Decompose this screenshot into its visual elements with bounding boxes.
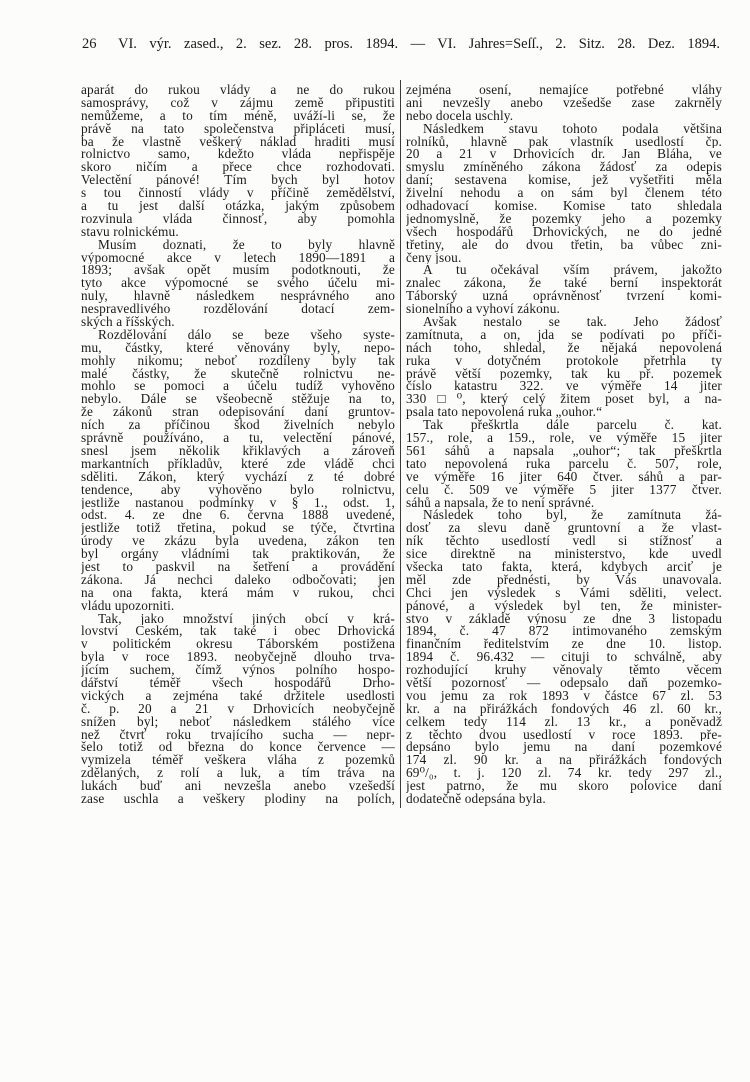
text-line: větší pozornosť — odepsalo daň pozemko- [406, 676, 722, 690]
text-line: právě větší pozemky, tak ku př. pozemek [406, 367, 722, 381]
text-line: z těchto dvou usedlostí v roce 1893. pře- [406, 728, 722, 742]
text-line: 20 a 21 v Drhovicích dr. Jan Bláha, ve [406, 148, 722, 162]
text-line: 174 zl. 90 kr. a na přirážkách fondových [406, 754, 722, 768]
text-line: daní; sestavena komise, jež vyšetřiti měla [406, 174, 722, 188]
text-line: ních za příčinou škod živelních nebylo [81, 419, 395, 433]
text-line: jednomyslně, že pozemky jeho a pozemky [406, 212, 722, 226]
text-line: byl orgány vládními tak praktikován, že [81, 548, 395, 561]
text-line: s tou činností vlády v příčině zemědělství, [81, 187, 395, 201]
text-line: finančním ředitelstvím ze dne 10. listop. [406, 638, 722, 652]
text-line: celu č. 509 ve výměře 5 jiter 1377 čtver. [406, 483, 722, 497]
text-line: 561 sáhů a napsala „ouhor“; tak přeškrtla [406, 444, 722, 458]
text-line: Tak, jako množství jiných obcí v krá- [98, 612, 395, 626]
text-line: pánové, a výsledek byl ten, že minister- [406, 599, 722, 613]
paragraph [406, 509, 722, 805]
text-line: vymizela téměř veškera vláha z pozemků [81, 754, 395, 768]
text-line: Avšak nestalo se tak. Jeho žádosť [423, 316, 722, 329]
text-line: měl zde přednésti, by Vás unavovala. [406, 573, 722, 587]
text-line: živelní nehodu a on sám byl členem této [406, 187, 722, 201]
text-line: nespravedlivého rozdělování dotací zem- [81, 303, 395, 317]
paragraph [406, 264, 722, 316]
text-line: samosprávy, což v zájmu země připustiti [81, 96, 395, 110]
text-line: Chci jen výsledek s Vámi sděliti, velect. [406, 586, 722, 600]
text-line: dosť za slevu daně gruntovní a že vlast- [406, 522, 722, 536]
text-line: ba že vlastně veškerý náklad hraditi musí [81, 135, 395, 149]
text-line: mohly nikomu; neboť rozdíleny byly tak [81, 354, 395, 368]
text-line: 1893; avšak opět musím podotknouti, že [81, 264, 395, 278]
text-line: aparát do rukou vlády a ne do rukou [81, 84, 395, 97]
text-line: smyslu zmíněného zákona žádosť za odepis [406, 161, 722, 175]
paragraph [406, 316, 722, 419]
text-line: 157., role, a 159., role, ve výměře 15 jiter [406, 432, 722, 445]
text-line: správně používáno, a tu, velectění pánové, [81, 432, 395, 445]
text-line: 69⁰/₀, t. j. 120 zl. 74 kr. tedy 297 zl., [406, 767, 722, 781]
paragraph [81, 239, 395, 329]
text-line: rozhodující kruhy věnovaly těmto věcem [406, 664, 722, 677]
text-line: všech hospodářů Drhovických, ne do jedné [406, 225, 722, 239]
paragraph [406, 84, 722, 123]
text-line: ruka v dotyčném protokole přetrhla ty [406, 354, 722, 368]
text-line: a tu jest další otázka, jakým způsobem [81, 200, 395, 213]
paragraph [406, 123, 722, 265]
text-line: sice direktně na ministerstvo, kde uvedl [406, 548, 722, 561]
text-line: výpomocné akce v letech 1890—1891 a [81, 251, 395, 265]
text-line: skoro ničím a přece chce rozhodovati. [81, 161, 395, 175]
text-line: psala tato nepovolená ruka „ouhor.“ [406, 406, 603, 420]
text-line: stvo v základě výnosu ze dne 3 listopadu [406, 612, 722, 626]
text-line: ani nevzešly anebo vzešedše zase zakrněly [406, 96, 722, 110]
text-line: byla v roce 1893. neobyčejně dlouho trva- [81, 651, 395, 665]
left-column [81, 84, 395, 806]
text-line: právě na tato společenstva připláceti musí, [81, 122, 395, 136]
text-line: na ona fakta, která mám v rukou, chci [81, 586, 395, 600]
text-line: nuly, hlavně následkem nesprávného ano [81, 290, 395, 304]
text-line: ve výměře 16 jiter 640 čtver. sáhů a par- [406, 470, 722, 484]
text-line: zase uschla a veškery plodiny na polích, [81, 792, 395, 806]
running-title: VI. výr. zased., 2. sez. 28. pros. 1894. — VI. Jahres=Seſſ., 2. Sitz. 28. Dez. 1894. [118, 36, 720, 52]
text-line: šelo totiž od března do konce července — [81, 741, 395, 755]
text-line: znalec zákona, že také berní inspektorát [406, 277, 722, 291]
text-line: že zákonů stran odepisování daní gruntov- [81, 406, 395, 420]
text-line: jest to paskvil na šetření a provádění [81, 560, 395, 574]
text-line: 1894, č. 47 872 intimovaného zemským [406, 625, 722, 639]
text-line: rolnictvo samo, kdežto vláda nepřispěje [81, 148, 395, 162]
text-line: Musím doznati, že to byly hlavně [98, 238, 395, 252]
text-line: zdělaných, z rolí a luk, a tím tráva na [81, 767, 395, 781]
text-line: čeny jsou. [406, 251, 462, 265]
text-line: celkem tedy 114 zl. 13 kr., a poněvadž [406, 715, 722, 729]
text-line: nebylo. Dále se všeobecně stěžuje na to, [81, 393, 395, 407]
text-line: vou jemu za rok 1893 v částce 67 zl. 53 [406, 689, 722, 703]
text-line: jestliže totiž třetina, pokud se týče, čtvrtina [81, 522, 395, 536]
text-line: stavu rolnickému. [81, 225, 179, 239]
text-line: malé částky, že skutečně rolnictvu ne- [81, 367, 395, 381]
text-line: rozvinula vláda činnosť, aby pomohla [81, 212, 395, 226]
text-line: odhadovací komise. Komise tato shledala [406, 200, 722, 213]
text-line: nebo docela uschly. [406, 109, 514, 123]
text-line: 330□⁰, který celý žitem poset byl, a na- [406, 393, 722, 407]
text-line: vládu upozorniti. [81, 599, 175, 613]
text-line: tendence, aby vyhověno bylo rolnictvu, [81, 483, 395, 497]
text-line: Velectění pánové! Tím bych byl hotov [81, 174, 395, 188]
paragraph [406, 419, 722, 509]
text-line: lovství Českém, tak také i obec Drhovická [81, 625, 395, 639]
text-line: nemůžeme, a to tím méně, uváží-li se, že [81, 109, 395, 123]
text-line: sionelního a vyhoví zákonu. [406, 303, 560, 317]
text-line: jícím suchem, čímž výnos polního hospo- [81, 664, 395, 677]
text-line: rolníků, hlavně pak vlastník usedlostí čp. [406, 135, 722, 149]
text-line: Táborský uzná oprávněnosť tvrzení komi- [406, 290, 722, 304]
paragraph [81, 613, 395, 806]
paragraph [81, 84, 395, 239]
text-line: depsáno bylo jemu na daní pozemkové [406, 741, 722, 755]
text-line: číslo katastru 322. ve výměře 14 jiter [406, 380, 722, 394]
text-line: zákona. Já nechci daleko odbočovati; jen [81, 573, 395, 587]
text-line: mu, částky, které věnovány byly, nepo- [81, 341, 395, 355]
text-line: snesl jsem několik křiklavých a zároveň [81, 444, 395, 458]
text-line: všecka tato fakta, která, kdybych arciť je [406, 560, 722, 574]
text-line: nách toho, shledal, že nějaká nepovolená [406, 341, 722, 355]
text-line: Následek toho byl, že zamítnuta žá- [423, 509, 722, 523]
text-line: dářství téměř všech hospodářů Drho- [81, 676, 395, 690]
text-line: č. p. 20 a 21 v Drhovicích neobyčejně [81, 702, 395, 716]
right-column [406, 84, 722, 806]
text-line: ník těchto usedlostí vedl si stížnosť a [406, 535, 722, 549]
text-line: sděliti. Zákon, který vychází z té dobré [81, 470, 395, 484]
text-line: ských a říšských. [81, 316, 175, 329]
text-line: jestliže nastanou podmínky v § 1., odst. 1, [81, 496, 395, 510]
text-line: Rozdělování dálo se beze všeho syste- [98, 328, 395, 342]
text-line: Následkem stavu tohoto podala většina [423, 122, 722, 136]
text-line: vických a zejména také držitele usedlosti [81, 689, 395, 703]
text-line: mohlo se pomoci a účelu tudíž vyhověno [81, 380, 395, 394]
text-line: odst. 4. ze dne 6. června 1888 uvedené, [81, 509, 395, 523]
text-line: zamítnuta, a on, jda se podívati po příči- [406, 328, 722, 342]
text-line: lukách buď ani nevzešla anebo vzešedší [81, 780, 395, 793]
text-line: dodatečně odepsána byla. [406, 792, 546, 806]
text-line: než čtvrť roku trvajícího sucha — nepr- [81, 728, 395, 742]
text-line: kr. a na přirážkách fondových 46 zl. 60 kr., [406, 702, 722, 716]
text-line: tato nepovolená ruka parcelu č. 507, role, [406, 457, 722, 471]
page-number: 26 [82, 36, 97, 52]
text-line: jest patrno, že mu skoro polovice daní [406, 780, 722, 793]
text-line: A tu očekával vším právem, jakožto [423, 264, 722, 278]
text-line: snížen byl; neboť následkem stálého více [81, 715, 395, 729]
text-line: tyto akce výpomocné se svého účelu mi- [81, 277, 395, 291]
text-line: v politickém okresu Táborském postižena [81, 638, 395, 652]
paragraph [81, 329, 395, 613]
text-line: markantních příkladův, které zde vládě chci [81, 457, 395, 471]
text-line: Tak přeškrtla dále parcelu č. kat. [423, 419, 722, 433]
text-line: 1894 č. 96.432 — cituji to schválně, aby [406, 651, 722, 665]
text-line: úrody ve zkázu byla uvedena, zákon ten [81, 535, 395, 549]
column-divider [400, 80, 401, 808]
text-line: zejména osení, nemajíce potřebné vláhy [406, 84, 722, 97]
text-line: sáhů a napsala, že to není správné. [406, 496, 595, 510]
text-line: třetiny, ale do dvou třetin, ba vůbec zni- [406, 238, 722, 252]
